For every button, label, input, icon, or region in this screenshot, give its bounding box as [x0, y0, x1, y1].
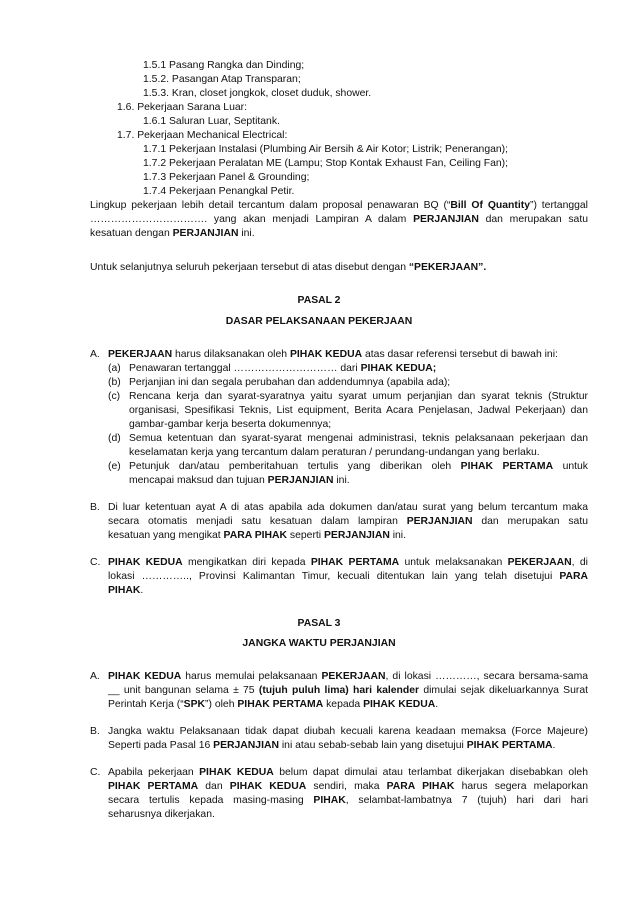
clause-text: PEKERJAAN harus dilaksanakan oleh PIHAK KEDUA atas dasar referensi tersebut di bawah ini:	[108, 349, 558, 360]
sub-clause-text: Penawaran tertanggal ………………………… dari PIHAK KEDUA;	[129, 363, 437, 374]
clause-text: PIHAK KEDUA mengikatkan diri kepada PIHAK PERTAMA untuk melaksanakan PEKERJAAN, di	[108, 557, 588, 568]
clause-label: C.	[90, 557, 101, 568]
pasal-2-title: PASAL 2	[297, 295, 341, 306]
clause-text: Jangka waktu Pelaksanaan tidak dapat diubah kecuali karena keadaan memaksa (Force Majeure)	[108, 726, 588, 737]
sub-clause-label: (e)	[108, 461, 121, 472]
clause-text: seharusnya dikerjakan.	[108, 809, 215, 820]
sub-clause-label: (a)	[108, 363, 121, 374]
sub-clause-label: (d)	[108, 433, 121, 444]
scope-item: 1.7.3 Pekerjaan Panel & Grounding;	[143, 172, 310, 183]
clause-text: __ unit bangunan selama ± 75 (tujuh puluh lima) hari kalender dimulai sejak dikeluarkannya Surat	[108, 685, 589, 696]
scope-item: 1.7. Pekerjaan Mechanical Electrical:	[117, 130, 288, 141]
clause-label: B.	[90, 502, 100, 513]
sub-clause-text: Semua ketentuan dan syarat-syarat mengenai administrasi, teknis pelaksanaan pekerjaan dan	[129, 433, 588, 444]
clause-label: A.	[90, 349, 100, 360]
clause-text: PIHAK PERTAMA dan PIHAK KEDUA sendiri, maka PARA PIHAK harus segera melaporkan	[108, 781, 588, 792]
clause-text: PIHAK KEDUA harus memulai pelaksanaan PEKERJAAN, di lokasi …………, secara bersama-sama	[108, 671, 588, 682]
scope-item: 1.5.3. Kran, closet jongkok, closet duduk, shower.	[143, 88, 372, 99]
scope-item: 1.7.2 Pekerjaan Peralatan ME (Lampu; Stop Kontak Exhaust Fan, Ceiling Fan);	[143, 158, 509, 169]
pasal-3-title: PASAL 3	[297, 618, 341, 629]
sub-clause-text: Perjanjian ini dan segala perubahan dan addendumnya (apabila ada);	[129, 377, 451, 388]
pasal-2-subtitle: DASAR PELAKSANAAN PEKERJAAN	[225, 316, 413, 327]
sub-clause-text: organisasi, Spesifikasi Teknis, List equipment, Berita Acara Penjelasan, Jadwal Pekerjaan) dan	[129, 405, 588, 416]
sub-clause-text: gambar-gambar kerja beserta dokumennya;	[129, 419, 332, 430]
clause-text: Apabila pekerjaan PIHAK KEDUA belum dapat dimulai atau terlambat dikerjakan disebabkan oleh	[108, 767, 588, 778]
scope-item: 1.7.1 Pekerjaan Instalasi (Plumbing Air Bersih & Air Kotor; Listrik; Penerangan);	[143, 144, 509, 155]
sub-clause-text: keselamatan kerja yang tercantum dalam peraturan / perundang-undangan yang berlaku.	[129, 447, 540, 458]
clause-text: Seperti pada Pasal 16 PERJANJIAN ini atau sebab-sebab lain yang disetujui PIHAK PERTAMA.	[108, 740, 556, 751]
sub-clause-label: (b)	[108, 377, 121, 388]
clause-text: PIHAK.	[108, 585, 144, 596]
scope-item: 1.5.2. Pasangan Atap Transparan;	[143, 74, 301, 85]
clause-text: secara tertulis kepada masing-masing PIHAK, selambat-lambatnya 7 (tujuh) hari dari hari	[108, 795, 588, 806]
clause-text: Di luar ketentuan ayat A di atas apabila ada dokumen dan/atau surat yang belum tercantum maka	[108, 502, 588, 513]
clause-text: secara otomatis menjadi satu kesatuan dalam lampiran PERJANJIAN dan merupakan satu	[108, 516, 588, 527]
clause-label: C.	[90, 767, 101, 778]
scope-item: 1.5.1 Pasang Rangka dan Dinding;	[143, 60, 305, 71]
scope-item: 1.6. Pekerjaan Sarana Luar:	[117, 102, 247, 113]
clause-text: lokasi ………….., Provinsi Kalimantan Timur, kecuali ditentukan lain yang telah disetujui PARA	[108, 571, 588, 582]
clause-text: Perintah Kerja (“SPK”) oleh PIHAK PERTAMA kepada PIHAK KEDUA.	[108, 699, 439, 710]
pasal-3-subtitle: JANGKA WAKTU PERJANJIAN	[242, 638, 396, 649]
scope-paragraph-line: ……………………………. yang akan menjadi Lampiran A dalam PERJANJIAN dan merupakan satu	[90, 214, 588, 225]
sub-clause-label: (c)	[108, 391, 121, 402]
scope-paragraph-line: kesatuan dengan PERJANJIAN ini.	[90, 228, 255, 239]
sub-clause-text: Petunjuk dan/atau pemberitahuan tertulis yang diberikan oleh PIHAK PERTAMA untuk	[129, 461, 588, 472]
clause-label: B.	[90, 726, 100, 737]
definition-paragraph: Untuk selanjutnya seluruh pekerjaan tersebut di atas disebut dengan “PEKERJAAN”.	[90, 262, 487, 273]
scope-item: 1.6.1 Saluran Luar, Septitank.	[143, 116, 280, 127]
scope-item: 1.7.4 Pekerjaan Penangkal Petir.	[143, 186, 295, 197]
scope-paragraph-line: Lingkup pekerjaan lebih detail tercantum dalam proposal penawaran BQ (“Bill Of Quantity”) tertanggal	[90, 200, 588, 211]
clause-label: A.	[90, 671, 100, 682]
sub-clause-text: mencapai maksud dan tujuan PERJANJIAN ini.	[129, 475, 350, 486]
sub-clause-text: Rencana kerja dan syarat-syaratnya yaitu syarat umum perjanjian dan syarat teknis (Struktur	[129, 391, 588, 402]
clause-text: kesatuan yang mengikat PARA PIHAK seperti PERJANJIAN ini.	[108, 530, 406, 541]
